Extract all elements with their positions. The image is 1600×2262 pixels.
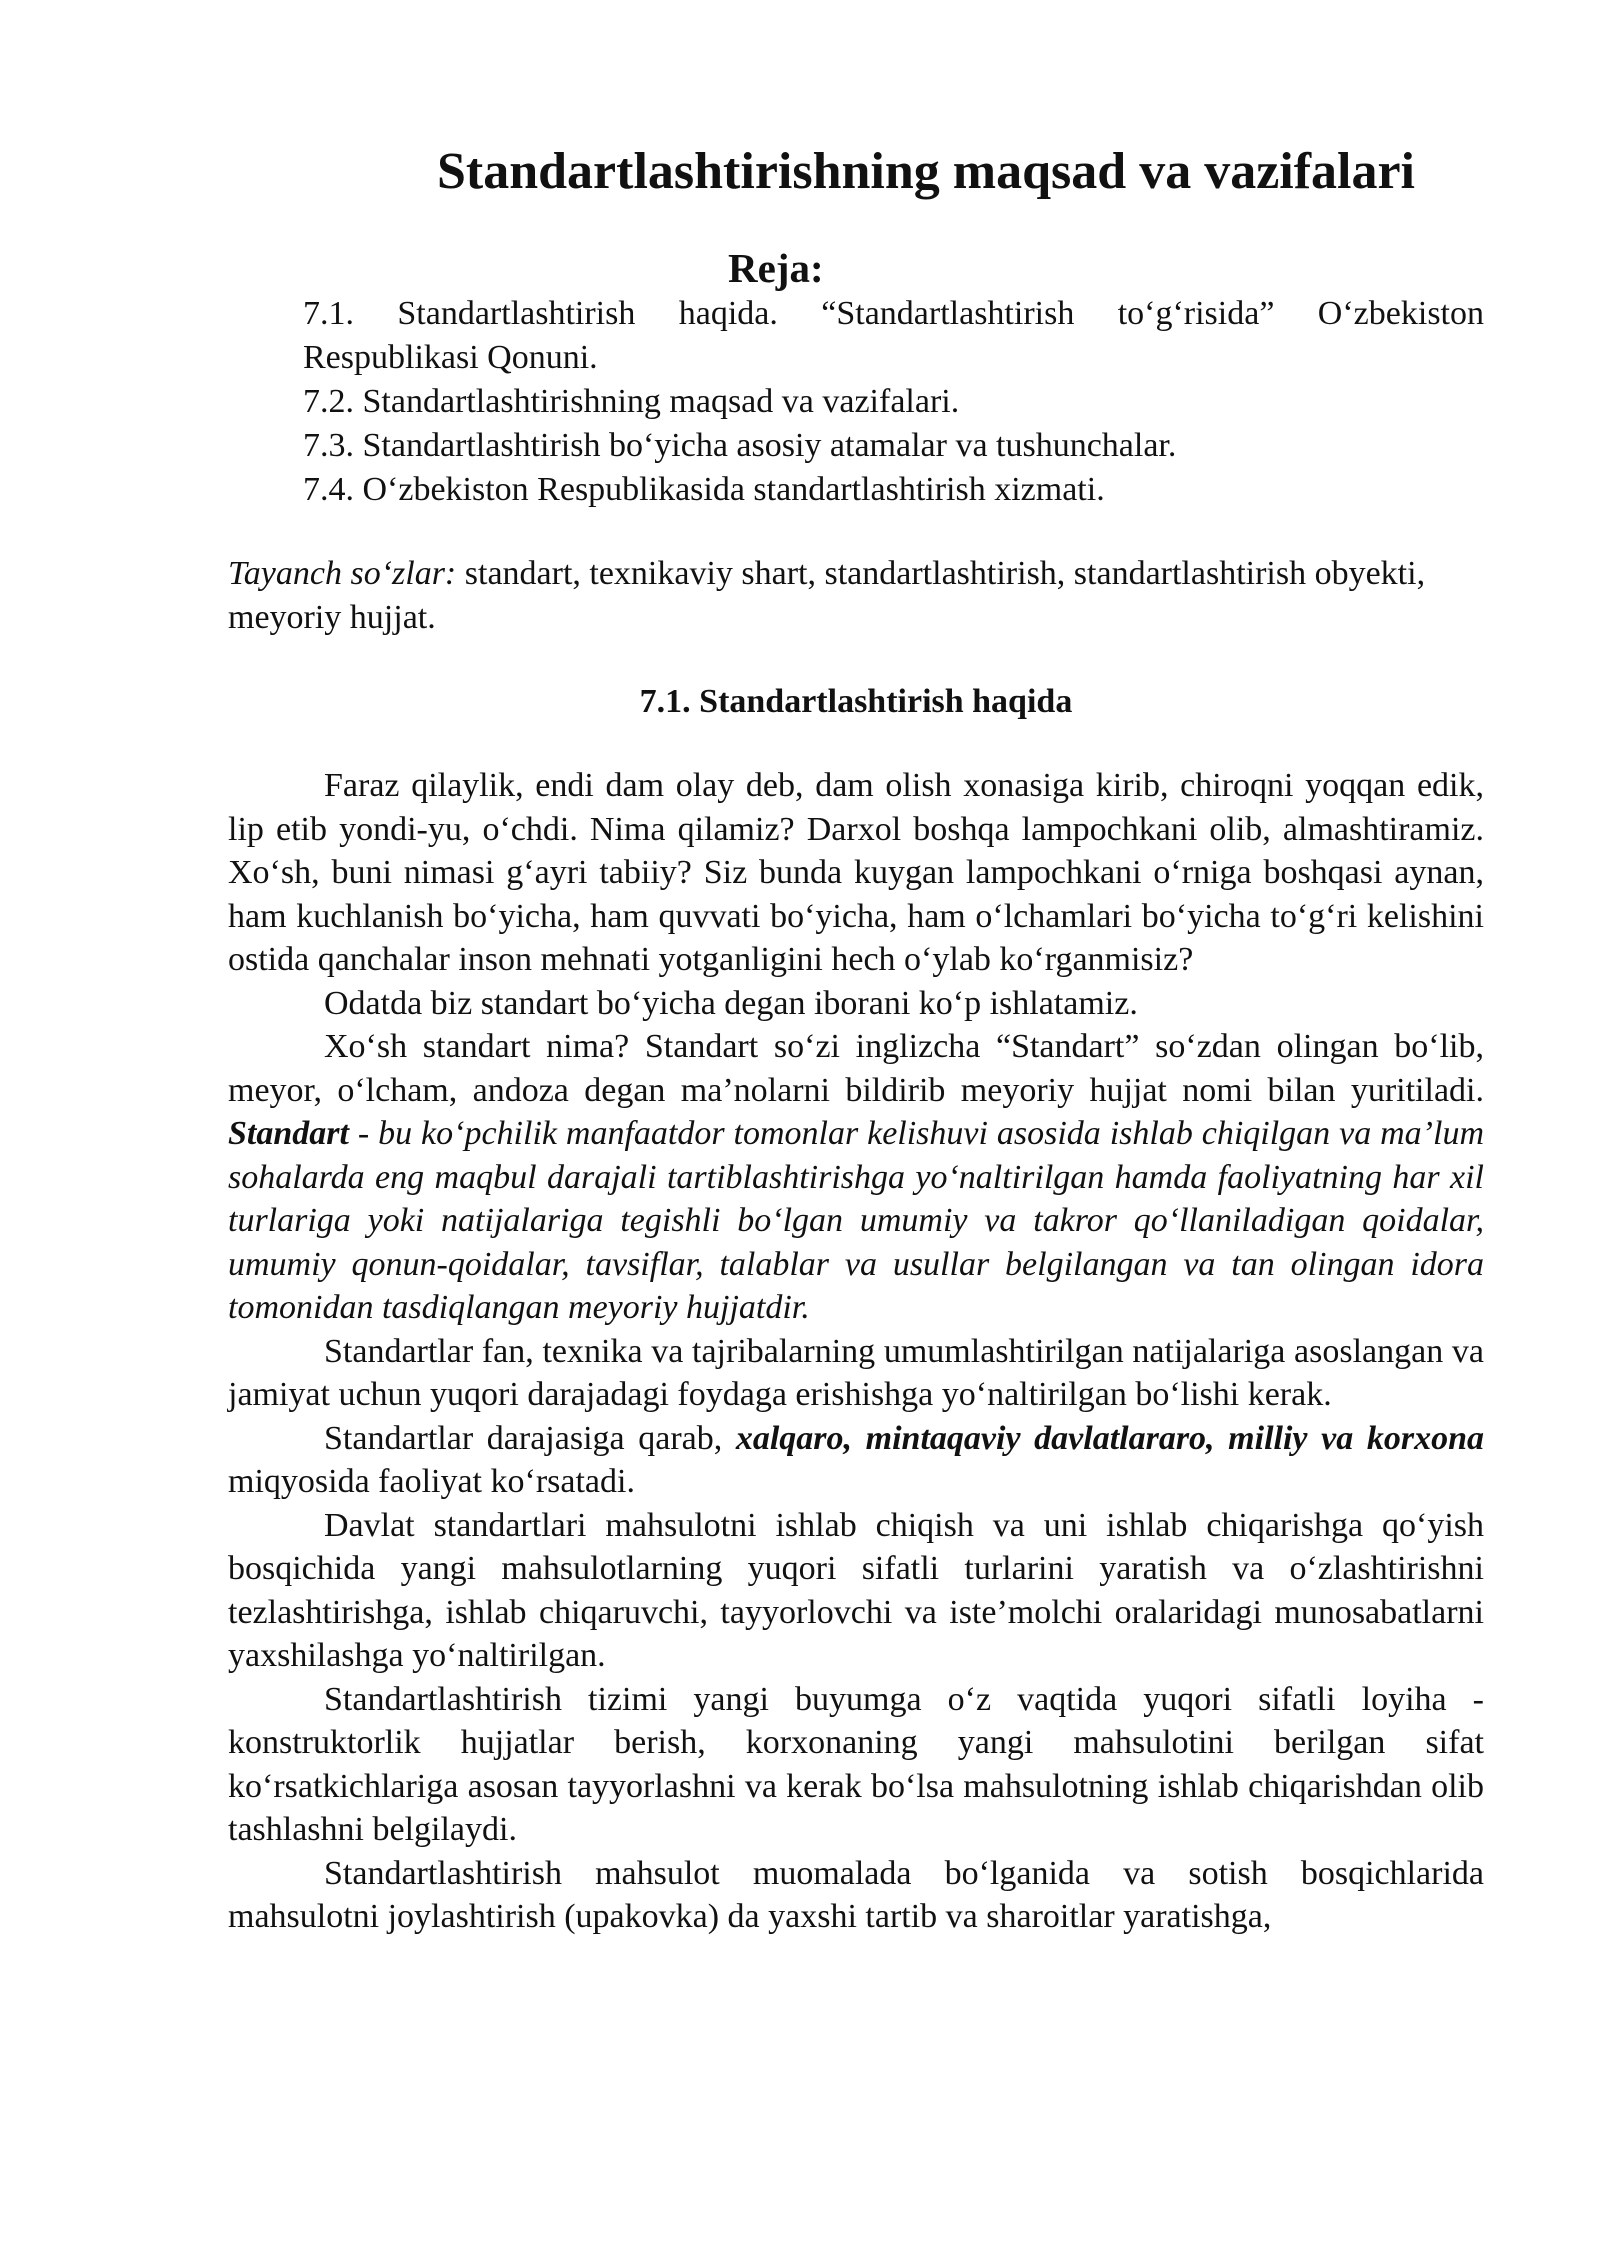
keywords-label: Tayanch so‘zlar: bbox=[228, 555, 457, 592]
paragraph: Standartlashtirish mahsulot muomalada bo‘lganida va sotish bosqichlarida mahsulotni joylashtirish (upakovka) da yaxshi tartib va sharoitlar yaratishga, bbox=[228, 1854, 1484, 1935]
document-title: Standartlashtirishning maqsad va vazifalari bbox=[436, 143, 1416, 200]
paragraph-levels bbox=[228, 1417, 1484, 1504]
levels-list: xalqaro, mintaqaviy davlatlararo, milliy va korxona bbox=[735, 1419, 1484, 1457]
plan-heading: Reja: bbox=[728, 245, 824, 291]
plan-item: 7.1. Standartlashtirish haqida. “Standartlashtirish to‘g‘risida” O‘zbekiston Respublikasi Qonuni. bbox=[303, 295, 1484, 376]
keywords-text: standart, texnikaviy shart, standartlashtirish, standartlashtirish obyekti, meyoriy hujjat. bbox=[228, 555, 1426, 636]
paragraph: Standartlashtirish tizimi yangi buyumga o‘z vaqtida yuqori sifatli loyiha - konstruktorlik hujjatlar berish, korxonaning yangi mahsulotini berilgan sifat ko‘rsatkichlariga asosan tayyorlashni va kerak bo‘lsa mahsulotning ishlab chiqarishdan olib tashlashni belgilaydi. bbox=[228, 1680, 1484, 1848]
paragraph: Davlat standartlari mahsulotni ishlab chiqish va uni ishlab chiqarishga qo‘yish bosqichida yangi mahsulotlarning yuqori sifatli turlarini yaratish va o‘zlashtirishni tezlashtirishga, ishlab chiqaruvchi, tayyorlovchi va iste’molchi oralaridagi munosabatlarni yaxshilashga yo‘naltirilgan. bbox=[228, 1506, 1484, 1674]
paragraph-text: Xo‘sh standart nima? Standart so‘zi inglizcha “Standart” so‘zdan olingan bo‘lib, meyor, o‘lcham, andoza degan ma’nolarni bildirib meyoriy hujjat nomi bilan yuritiladi. bbox=[228, 1028, 1484, 1109]
plan-item: 7.3. Standartlashtirish bo‘yicha asosiy atamalar va tushunchalar. bbox=[303, 427, 1177, 464]
paragraph-text: Standartlar darajasiga qarab, bbox=[324, 1419, 736, 1457]
plan-item: 7.2. Standartlashtirishning maqsad va vazifalari. bbox=[303, 383, 960, 420]
term-standart: Standart bbox=[228, 1115, 349, 1152]
keywords bbox=[228, 552, 1484, 640]
paragraph: Standartlar fan, texnika va tajribalarning umumlashtirilgan natijalariga asoslangan va jamiyat uchun yuqori darajadagi foydaga erishishga yo‘naltirilgan bo‘lishi kerak. bbox=[228, 1332, 1484, 1413]
section-heading: 7.1. Standartlashtirish haqida bbox=[639, 683, 1073, 720]
definition-text: - bu ko‘pchilik manfaatdor tomonlar kelishuvi asosida ishlab chiqilgan va ma’lum sohalarda eng maqbul darajali tartiblashtirishga yo‘naltirilgan hamda faoliyatning har xil turlariga yoki natijalariga tegishli bo‘lgan umumiy va takror qo‘llaniladigan qoidalar, umumiy qonun-qoidalar, tavsiflar, talablar va usullar belgilangan va tan olingan idora tomonidan tasdiqlangan meyoriy hujjatdir. bbox=[228, 1115, 1484, 1326]
paragraph: Faraz qilaylik, endi dam olay deb, dam olish xonasiga kirib, chiroqni yoqqan edik, lip etib yondi-yu, o‘chdi. Nima qilamiz? Darxol boshqa lampochkani olib, almashtiramiz. Xo‘sh, buni nimasi g‘ayri tabiiy? Siz bunda kuygan lampochkani o‘rniga boshqasi aynan, ham kuchlanish bo‘yicha, ham quvvati bo‘yicha, ham o‘lchamlari bo‘yicha to‘g‘ri kelishini ostida qanchalar inson mehnati yotganligini hech o‘ylab ko‘rganmisiz? bbox=[228, 767, 1484, 978]
plan-item: 7.4. O‘zbekiston Respublikasida standartlashtirish xizmati. bbox=[303, 471, 1105, 508]
paragraph-text: miqyosida faoliyat ko‘rsatadi. bbox=[228, 1463, 635, 1500]
paragraph-standard-definition bbox=[228, 1025, 1484, 1330]
document-page bbox=[228, 140, 1484, 1939]
paragraph: Odatda biz standart bo‘yicha degan iborani ko‘p ishlatamiz. bbox=[324, 984, 1138, 1022]
plan-list bbox=[228, 292, 1484, 512]
